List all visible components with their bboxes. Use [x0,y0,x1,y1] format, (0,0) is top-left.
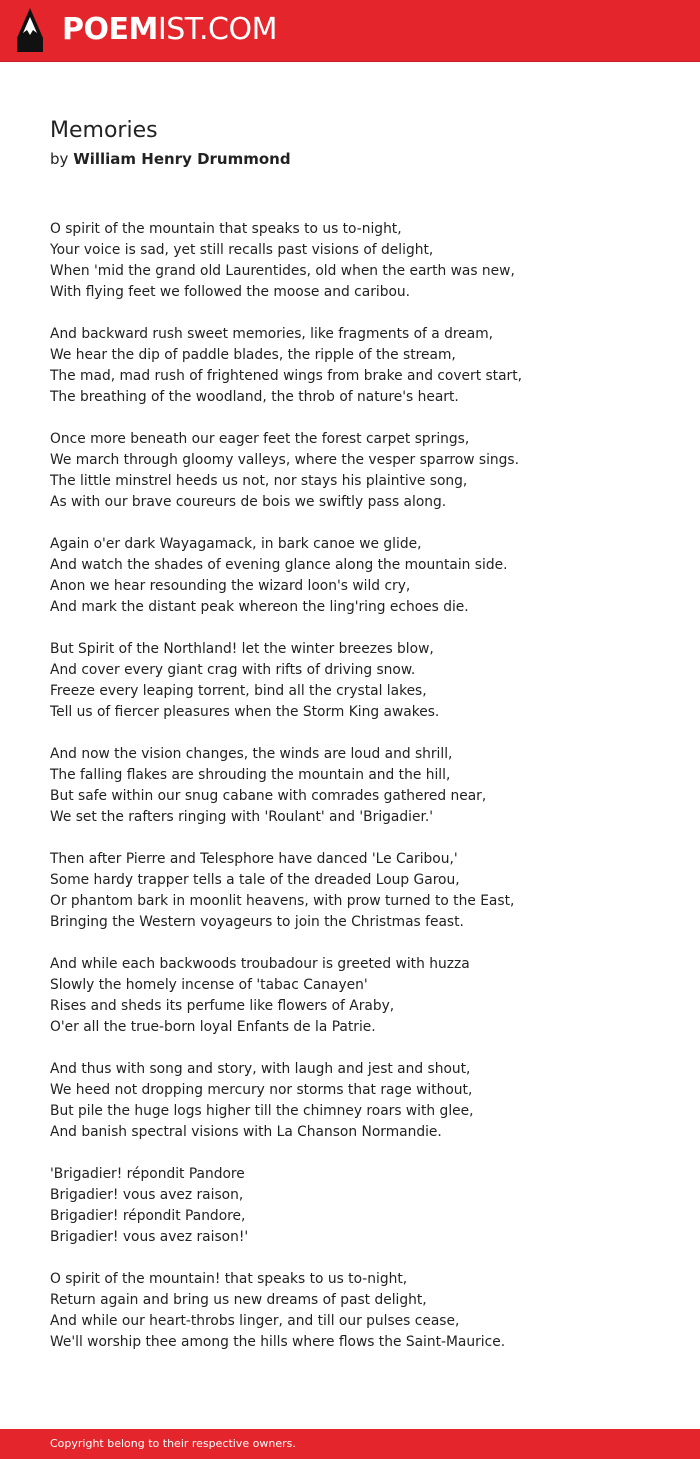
site-header [0,0,700,62]
poem-line: And while each backwoods troubadour is greeted with huzza [50,956,470,972]
poem-line: Anon we hear resounding the wizard loon's wild cry, [50,578,411,594]
poem-line: But pile the huge logs higher till the chimney roars with glee, [50,1103,474,1119]
poem-line: The breathing of the woodland, the throb of nature's heart. [50,389,459,405]
poem-line: The little minstrel heeds us not, nor stays his plaintive song, [50,473,468,489]
pencil-mountain-icon[interactable] [17,8,43,52]
poem-line: Return again and bring us new dreams of past delight, [50,1292,427,1308]
logo-text-strong: POEM [62,12,158,47]
poem-line: But safe within our snug cabane with comrades gathered near, [50,788,487,804]
poem-line: Your voice is sad, yet still recalls past visions of delight, [50,242,434,258]
poem-line: Slowly the homely incense of 'tabac Canayen' [50,977,368,993]
stanza [50,324,670,408]
poem-line: We march through gloomy valleys, where the vesper sparrow sings. [50,452,519,468]
poem-line: When 'mid the grand old Laurentides, old when the earth was new, [50,263,515,279]
poem-line: We hear the dip of paddle blades, the ripple of the stream, [50,347,456,363]
poem-line: And banish spectral visions with La Chanson Normandie. [50,1124,442,1140]
poem-line: O spirit of the mountain! that speaks to us to-night, [50,1271,408,1287]
by-label: by [50,150,69,168]
stanza [50,429,670,513]
poem-line: Then after Pierre and Telesphore have danced 'Le Caribou,' [50,851,458,867]
stanza [50,1269,670,1353]
stanza [50,954,670,1038]
stanza [50,1164,670,1248]
poem-line: And backward rush sweet memories, like fragments of a dream, [50,326,494,342]
stanza [50,639,670,723]
poem-line: And while our heart-throbs linger, and till our pulses cease, [50,1313,460,1329]
poem-line: We heed not dropping mercury nor storms that rage without, [50,1082,473,1098]
poem-line: And thus with song and story, with laugh and jest and shout, [50,1061,471,1077]
poem-line: But Spirit of the Northland! let the winter breezes blow, [50,641,434,657]
poem-line: Brigadier! répondit Pandore, [50,1208,246,1224]
byline [50,148,291,170]
poem-line: 'Brigadier! répondit Pandore [50,1166,245,1182]
stanza [50,534,670,618]
poem-line: O'er all the true-born loyal Enfants de la Patrie. [50,1019,376,1035]
stanza [50,1059,670,1143]
stanza [50,219,670,303]
poem-line: Brigadier! vous avez raison, [50,1187,244,1203]
poem-body [50,219,670,1374]
poem-line: Once more beneath our eager feet the forest carpet springs, [50,431,470,447]
poem-line: The mad, mad rush of frightened wings from brake and covert start, [50,368,523,384]
poem-line: With flying feet we followed the moose and caribou. [50,284,411,300]
poem-line: Some hardy trapper tells a tale of the dreaded Loup Garou, [50,872,460,888]
poem-line: Rises and sheds its perfume like flowers of Araby, [50,998,395,1014]
poem-line: Brigadier! vous avez raison!' [50,1229,249,1245]
poem-line: And watch the shades of evening glance along the mountain side. [50,557,508,573]
poem-line: O spirit of the mountain that speaks to us to-night, [50,221,402,237]
poem-line: Tell us of fiercer pleasures when the Storm King awakes. [50,704,440,720]
poem-line: And cover every giant crag with rifts of driving snow. [50,662,416,678]
poem-line: Again o'er dark Wayagamack, in bark canoe we glide, [50,536,422,552]
poem-line: The falling flakes are shrouding the mountain and the hill, [50,767,451,783]
stanza [50,744,670,828]
poem-line: And now the vision changes, the winds are loud and shrill, [50,746,453,762]
author-name: William Henry Drummond [73,150,291,168]
copyright-notice: Copyright belong to their respective owners. [50,1437,296,1450]
site-footer [0,1429,700,1459]
site-logo[interactable] [62,12,277,48]
poem-title: Memories [50,118,158,143]
poem-line: Bringing the Western voyageurs to join the Christmas feast. [50,914,464,930]
logo-text-light: IST.COM [157,12,277,47]
stanza [50,849,670,933]
poem-line: As with our brave coureurs de bois we swiftly pass along. [50,494,447,510]
poem-line: Or phantom bark in moonlit heavens, with prow turned to the East, [50,893,515,909]
poem-line: We'll worship thee among the hills where flows the Saint-Maurice. [50,1334,506,1350]
poem-line: Freeze every leaping torrent, bind all the crystal lakes, [50,683,427,699]
poem-line: We set the rafters ringing with 'Roulant' and 'Brigadier.' [50,809,434,825]
poem-line: And mark the distant peak whereon the ling'ring echoes die. [50,599,469,615]
